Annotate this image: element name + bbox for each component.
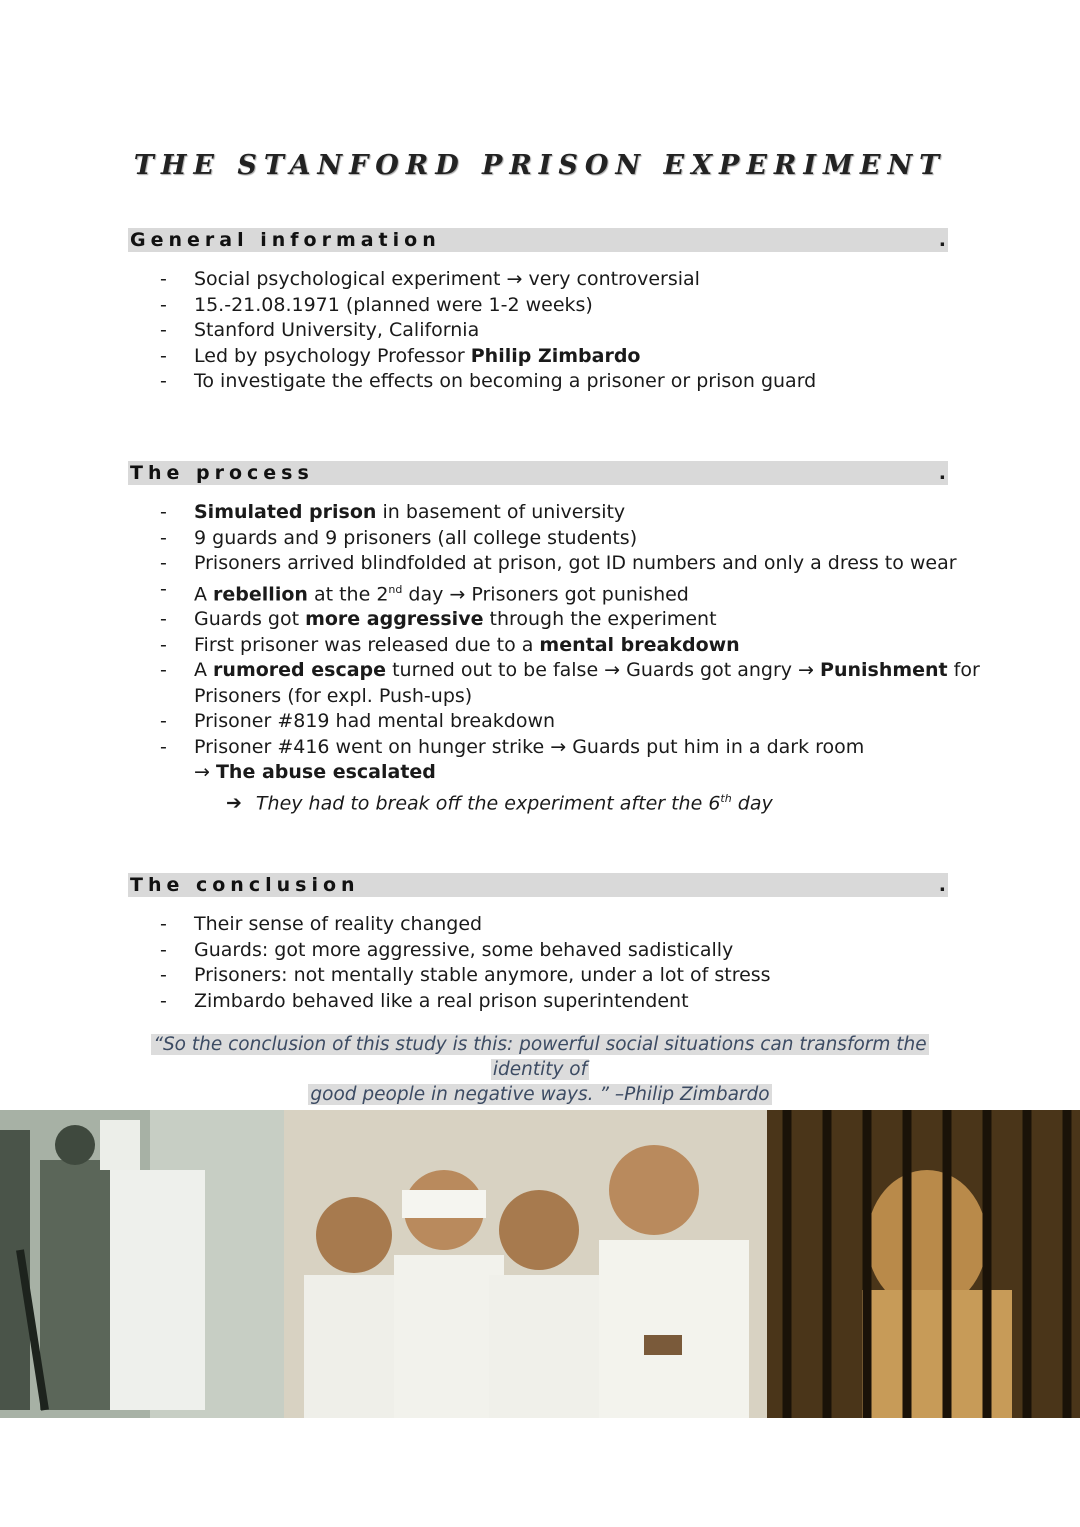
prisoners-lineup-photo — [284, 1110, 767, 1418]
list-item: - Zimbardo behaved like a real prison superintendent — [160, 989, 771, 1015]
section-header-conclusion — [128, 873, 948, 897]
list-subitem-conclusion: ➔ They had to break off the experiment after the 6th day — [226, 791, 773, 815]
zimbardo-quote — [128, 1032, 952, 1107]
section-heading: General information — [130, 229, 441, 251]
page-title: THE STANFORD PRISON EXPERIMENT — [133, 150, 947, 181]
list-item: - Prisoner #819 had mental breakdown — [160, 709, 980, 735]
list-item: - Stanford University, California — [160, 318, 816, 344]
list-item: - To investigate the effects on becoming a prisoner or prison guard — [160, 369, 816, 395]
section-dot: . — [938, 462, 946, 484]
list-item: - 9 guards and 9 prisoners (all college students) — [160, 526, 980, 552]
list-item: - Social psychological experiment → very controversial — [160, 267, 816, 293]
quote-line-1: “So the conclusion of this study is this: powerful social situations can transform the identity of — [153, 1034, 927, 1080]
general-list — [160, 267, 816, 395]
list-item: - Their sense of reality changed — [160, 912, 771, 938]
list-item: - A rumored escape turned out to be false → Guards got angry → Punishment for — [160, 658, 980, 684]
conclusion-list — [160, 912, 771, 1014]
arrow-icon: ➔ — [226, 792, 242, 815]
prisoner-behind-bars-photo — [767, 1110, 1080, 1418]
list-item: - Prisoner #416 went on hunger strike → Guards put him in a dark room — [160, 735, 980, 761]
list-item: - Guards: got more aggressive, some behaved sadistically — [160, 938, 771, 964]
process-list — [160, 500, 980, 817]
list-item: - Prisoners: not mentally stable anymore, under a lot of stress — [160, 963, 771, 989]
section-header-process — [128, 461, 948, 485]
list-item: - A rebellion at the 2nd day → Prisoners got punished — [160, 577, 980, 608]
quote-line-2: good people in negative ways. ” –Philip Zimbardo — [310, 1084, 770, 1105]
list-item: - Guards got more aggressive through the experiment — [160, 607, 980, 633]
section-dot: . — [938, 229, 946, 251]
list-item: - Simulated prison in basement of university — [160, 500, 980, 526]
guards-and-hooded-prisoner-photo — [0, 1110, 284, 1418]
section-heading: The process — [130, 462, 314, 484]
list-item: - Led by psychology Professor Philip Zimbardo — [160, 344, 816, 370]
list-item: - Prisoners arrived blindfolded at prison, got ID numbers and only a dress to wear — [160, 551, 980, 577]
section-header-general — [128, 228, 948, 252]
list-item: - First prisoner was released due to a mental breakdown — [160, 633, 980, 659]
list-item: - 15.-21.08.1971 (planned were 1-2 weeks) — [160, 293, 816, 319]
list-subitem: → The abuse escalated — [194, 761, 436, 784]
section-heading: The conclusion — [130, 874, 360, 896]
section-dot: . — [938, 874, 946, 896]
list-item-continuation: Prisoners (for expl. Push-ups) — [194, 684, 473, 707]
